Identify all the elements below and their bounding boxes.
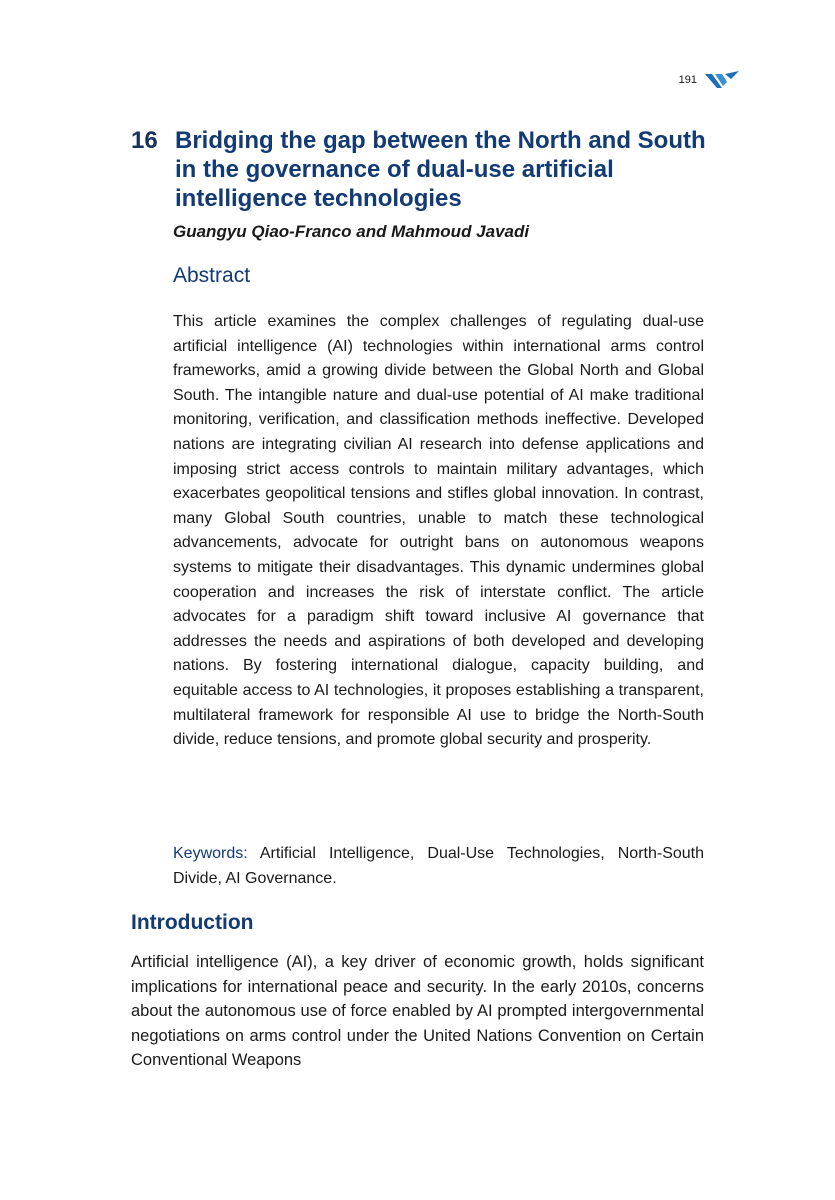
page-header: [679, 70, 739, 90]
abstract-heading: Abstract: [173, 264, 251, 287]
chapter-number: 16: [131, 127, 158, 154]
keywords: [173, 842, 704, 891]
introduction-heading: Introduction: [131, 911, 254, 934]
chapter-title: Bridging the gap between the North and South in the governance of dual-use artificial intelligence technologies: [175, 127, 706, 212]
chapter-authors: Guangyu Qiao-Franco and Mahmoud Javadi: [173, 222, 530, 241]
chapter-heading: [131, 126, 711, 213]
publisher-chevron-logo-icon: [705, 70, 739, 90]
introduction-body: Artificial intelligence (AI), a key driver of economic growth, holds significant implications for international peace and security. In the early 2010s, concerns about the autonomous use of force enabled by AI prompted intergovernmental negotiations on arms control under the United Nations Convention on Certain Conventional Weapons: [131, 953, 704, 1070]
keywords-text: Artificial Intelligence, Dual-Use Technologies, North-South Divide, AI Governance.: [173, 845, 704, 887]
page-number: 191: [678, 74, 697, 86]
keywords-label: Keywords:: [173, 845, 248, 862]
abstract-body: This article examines the complex challenges of regulating dual-use artificial intelligence (AI) technologies within international arms control frameworks, amid a growing divide between the Global North and Global South. The intangible nature and dual-use potential of AI make traditional monitoring, verification, and classification methods ineffective. Developed nations are integrating civilian AI research into defense applications and imposing strict access controls to maintain military advantages, which exacerbates geopolitical tensions and stifles global innovation. In contrast, many Global South countries, unable to match these technological advancements, advocate for outright bans on autonomous weapons systems to mitigate their disadvantages. This dynamic undermines global cooperation and increases the risk of interstate conflict. The article advocates for a paradigm shift toward inclusive AI governance that addresses the needs and aspirations of both developed and developing nations. By fostering international dialogue, capacity building, and equitable access to AI technologies, it proposes establishing a transparent, multilateral framework for responsible AI use to bridge the North-South divide, reduce tensions, and promote global security and prosperity.: [173, 313, 704, 749]
